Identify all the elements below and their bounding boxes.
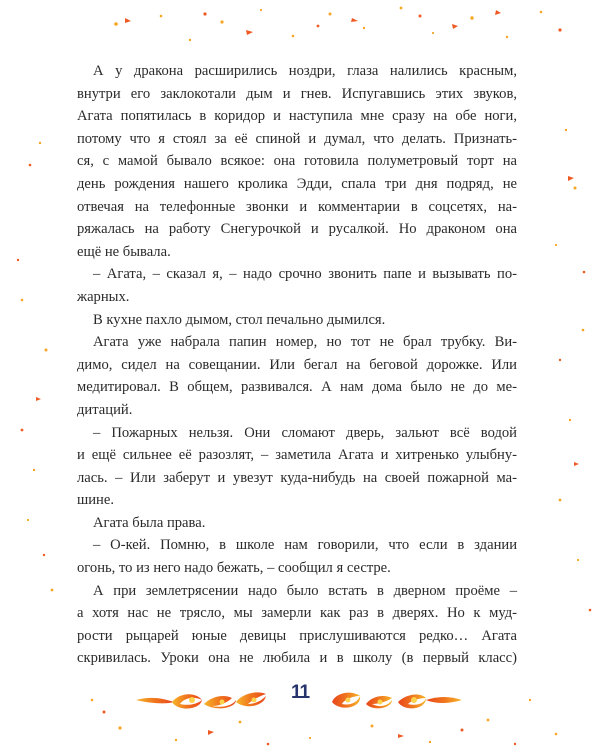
- text-line: А при землетрясении надо было встать в дверном проёме –: [93, 582, 517, 599]
- spark-icon: [21, 142, 54, 592]
- text-line: лась. – Или заберут и увезут куда-нибудь на своей пожарной ма-: [77, 469, 517, 486]
- text-line: ряжалась на работу Снегурочкой и русалкой. Но драконом она: [77, 221, 517, 238]
- text-line: ещё не бывала.: [77, 243, 171, 260]
- page-footer: [0, 676, 600, 716]
- text-line: отвечая на телефонные звонки и комментарии в соцсетях, на-: [77, 198, 517, 215]
- text-line: В кухне пахло дымом, стол печально дымился.: [93, 311, 386, 328]
- text-line: внутри его заклокотали дым и гнев. Испугавшись этих звуков,: [77, 85, 517, 102]
- paragraph: [77, 422, 517, 512]
- text-line: жарных.: [77, 288, 130, 305]
- text-line: день рождения нашего кролика Эдди, спала три дня подряд, не: [77, 175, 517, 192]
- paragraph: [77, 263, 517, 308]
- text-line: шине.: [77, 492, 114, 509]
- flame-icon: [326, 682, 466, 712]
- text-line: – О-кей. Помню, в школе нам говорили, что если в здании: [93, 537, 517, 554]
- text-line: Агата уже набрала папин номер, но тот не брал трубку. Ви-: [93, 334, 517, 351]
- text-line: скривилась. Уроки она не любила и в школу (в первый класс): [77, 650, 517, 667]
- paragraph: [77, 580, 517, 670]
- text-line: – Пожарных нельзя. Они сломают дверь, зальют всё водой: [93, 424, 517, 441]
- spark-icon: [114, 7, 542, 42]
- paragraph: [77, 60, 517, 263]
- text-line: потому что я стоял за её спиной и думал, что делать. Признать-: [77, 130, 517, 147]
- text-line: димо, сидел на совещании. Или бегал на беговой дорожке. Или: [77, 356, 517, 373]
- text-line: Агата попятилась в коридор и наступила мне сразу на обе ноги,: [77, 108, 517, 125]
- text-line: медитировал. В общем, развивался. А нам дома было не до ме-: [77, 379, 517, 396]
- text-line: огонь, то из него надо бежать, – сообщил я сестре.: [77, 560, 391, 577]
- text-line: А у дракона расширились ноздри, глаза налились красным,: [93, 63, 517, 79]
- text-line: рости рыцарей юные девицы прислушиваются редко… Агата: [77, 627, 517, 644]
- text-line: дитаций.: [77, 401, 133, 418]
- spark-icon: [559, 176, 592, 611]
- page-number: 11: [290, 682, 310, 703]
- paragraph: [77, 534, 517, 579]
- paragraph: [77, 309, 517, 332]
- paragraph: [77, 331, 517, 421]
- spark-icon: [555, 129, 584, 561]
- story-text: [77, 60, 517, 670]
- text-line: ся, с мамой бывало всякое: она готовила полуметровый торт на: [77, 153, 517, 170]
- text-line: и ещё сильнее её разозлят, – заметила Агата и хитренько улыбну-: [77, 447, 517, 464]
- flame-icon: [132, 682, 272, 712]
- spark-icon: [17, 164, 45, 557]
- text-line: Агата была права.: [93, 514, 206, 531]
- text-line: – Агата, – сказал я, – надо срочно звонить папе и вызывать по-: [93, 266, 517, 283]
- spark-icon: [125, 10, 562, 35]
- paragraph: [77, 512, 517, 535]
- text-line: а хотя нас не трясло, мы замерли как раз в дверях. Но к муд-: [77, 605, 517, 622]
